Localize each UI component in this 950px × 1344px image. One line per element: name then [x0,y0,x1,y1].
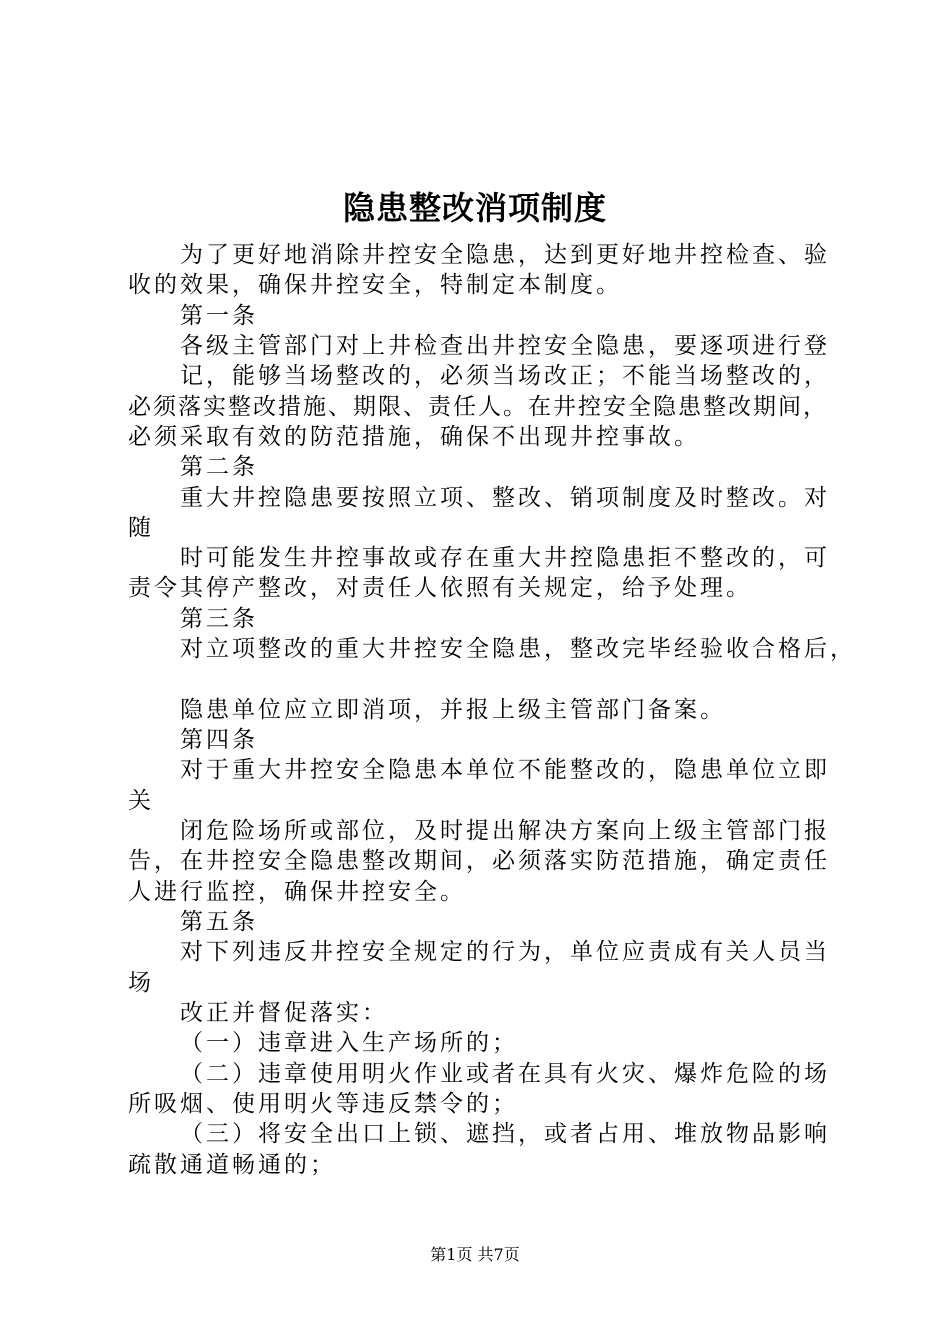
body-line: 所吸烟、使用明火等违反禁令的； [128,1091,518,1117]
body-line: 必须采取有效的防范措施，确保不出现井控事故。 [128,424,700,450]
body-line: 收的效果，确保井控安全，特制定本制度。 [128,272,622,298]
list-item: （一）违章进入生产场所的； [180,1030,518,1056]
body-line: 为了更好地消除井控安全隐患，达到更好地井控检查、验 [180,242,830,268]
body-line: 时可能发生井控事故或存在重大井控隐患拒不整改的，可 [180,545,830,571]
article-heading: 第二条 [180,454,258,480]
body-line: 关 [128,788,154,814]
body-line: 对于重大井控安全隐患本单位不能整改的，隐患单位立即 [180,757,830,783]
article-heading: 第五条 [180,909,258,935]
body-line: 责令其停产整改，对责任人依照有关规定，给予处理。 [128,575,752,601]
article-heading: 第一条 [180,303,258,329]
body-line: 必须落实整改措施、期限、责任人。在井控安全隐患整改期间， [128,394,828,420]
body-line: 改正并督促落实： [180,1000,388,1026]
body-line: 人进行监控，确保井控安全。 [128,879,466,905]
body-line: 对立项整改的重大井控安全隐患，整改完毕经验收合格后， [180,636,856,662]
body-line: 记，能够当场整改的，必须当场改正；不能当场整改的， [180,363,830,389]
body-line: 对下列违反井控安全规定的行为，单位应责成有关人员当 [180,939,830,965]
body-line: 疏散通道畅通的； [128,1152,336,1178]
body-line: 场 [128,970,154,996]
body-line: 重大井控隐患要按照立项、整改、销项制度及时整改。对 [180,485,830,511]
body-line: 告，在井控安全隐患整改期间，必须落实防范措施，确定责任 [128,848,830,874]
list-item: （三）将安全出口上锁、遮挡，或者占用、堆放物品影响 [180,1121,830,1147]
body-line: 闭危险场所或部位，及时提出解决方案向上级主管部门报 [180,818,830,844]
body-line: 各级主管部门对上井检查出井控安全隐患，要逐项进行登 [180,333,830,359]
page-footer: 第1页 共7页 [430,1245,520,1264]
document-title: 隐患整改消项制度 [342,189,607,227]
body-line: 随 [128,515,154,541]
article-heading: 第四条 [180,727,258,753]
article-heading: 第三条 [180,606,258,632]
body-line: 隐患单位应立即消项，并报上级主管部门备案。 [180,697,726,723]
list-item: （二）违章使用明火作业或者在具有火灾、爆炸危险的场 [180,1061,830,1087]
